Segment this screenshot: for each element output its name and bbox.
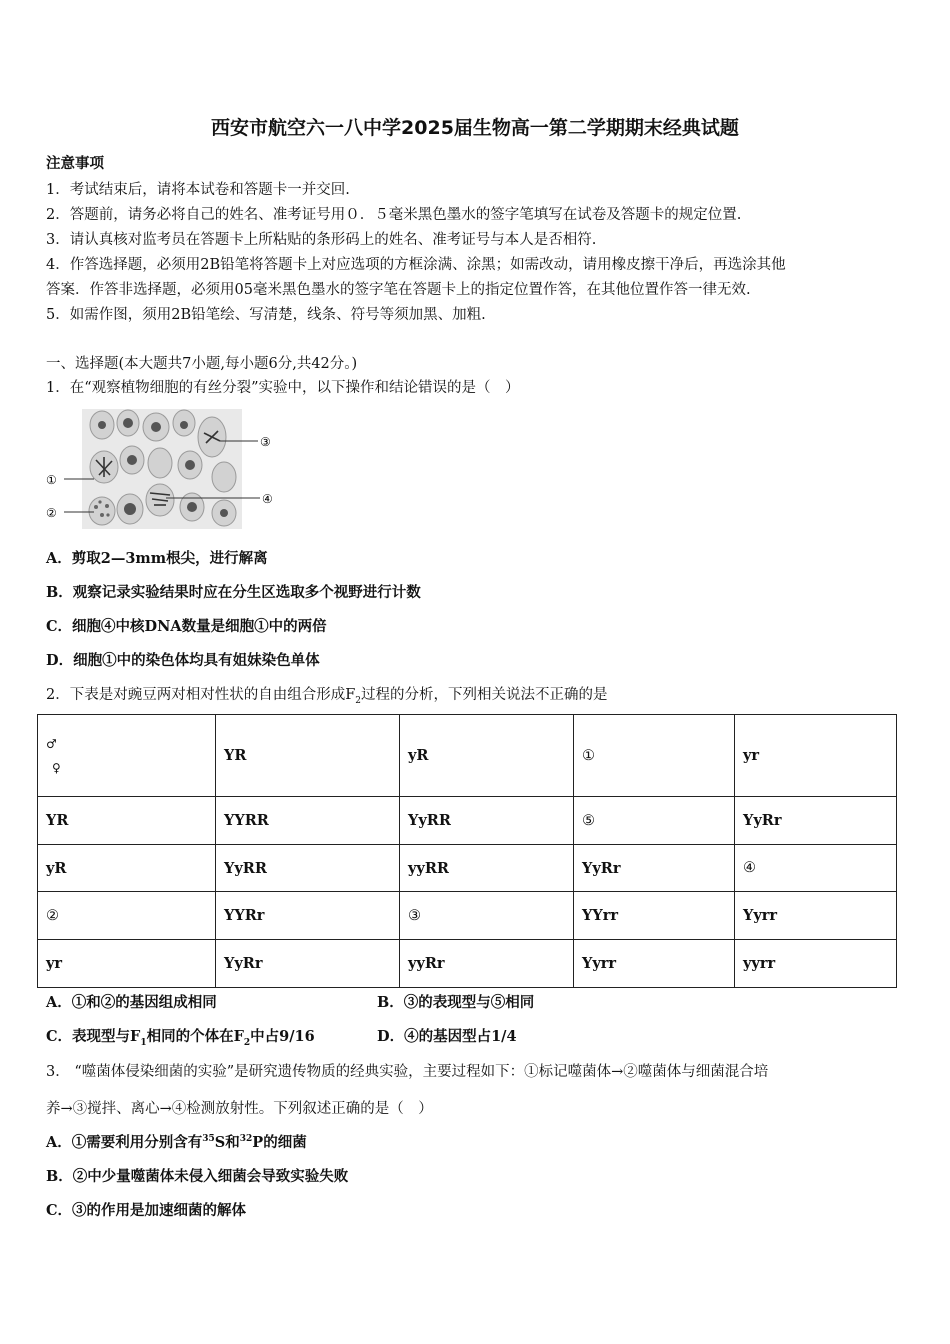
table-row: [38, 797, 897, 845]
table-cell: YYrr: [574, 892, 735, 940]
table-row: [38, 940, 897, 988]
q3-option-a-part: A．①需要利用分别含有: [46, 1134, 203, 1151]
q2-stem: [46, 683, 608, 706]
table-cell: YyRr: [216, 940, 400, 988]
table-cell: ⑤: [574, 797, 735, 845]
table-cell: Yyrr: [735, 892, 897, 940]
mitosis-micrograph: [44, 405, 284, 530]
table-row: [38, 892, 897, 940]
q3-stem-line1: 3． “噬菌体侵染细菌的实验”是研究遗传物质的经典实验，主要过程如下：①标记噬菌体→②噬菌体与细菌混合培: [46, 1064, 769, 1080]
figure-label: ②: [46, 506, 57, 520]
q2-stem-part: 过程的分析，下列相关说法不正确的是: [361, 687, 608, 703]
q2-option-c-part: 中占9/16: [250, 1028, 315, 1045]
table-cell: yr: [38, 940, 216, 988]
table-cell: ②: [38, 892, 216, 940]
q2-option-c-part: C．表现型与F: [46, 1028, 141, 1045]
q3-option-a-superscript: 32: [239, 1134, 253, 1145]
notice-heading: 注意事项: [46, 155, 104, 172]
table-cell: yyrr: [735, 940, 897, 988]
table-row: [38, 715, 897, 797]
figure-label: ①: [46, 473, 57, 487]
q2-option-c: [46, 1025, 315, 1048]
table-header-cell: ①: [574, 715, 735, 797]
q3-option-a-superscript: 35: [202, 1134, 215, 1145]
page-title: 西安市航空六一八中学2025届生物高一第二学期期末经典试题: [211, 117, 739, 139]
table-cell: yyRr: [400, 940, 574, 988]
table-cell: yR: [38, 845, 216, 892]
table-cell: yyRR: [400, 845, 574, 892]
q2-option-b: B．③的表现型与⑤相同: [377, 994, 535, 1011]
notice-item: 2．答题前，请务必将自己的姓名、准考证号用０．５毫米黑色墨水的签字笔填写在试卷及答题卡的规定位置.: [46, 207, 742, 223]
notice-item: 答案．作答非选择题，必须用05毫米黑色墨水的签字笔在答题卡上的指定位置作答，在其他位置作答一律无效.: [46, 282, 751, 298]
q2-option-c-part: 相同的个体在F: [146, 1028, 244, 1045]
section-heading: 一、选择题(本大题共7小题,每小题6分,共42分。): [46, 356, 358, 372]
q3-option-c: C．③的作用是加速细菌的解体: [46, 1202, 247, 1219]
table-cell: YYRR: [216, 797, 400, 845]
table-cell: YyRr: [735, 797, 897, 845]
figure-label: ④: [262, 492, 273, 506]
q3-option-b: B．②中少量噬菌体未侵入细菌会导致实验失败: [46, 1168, 349, 1185]
male-symbol: ♂: [46, 736, 57, 751]
q1-stem: 1．在“观察植物细胞的有丝分裂”实验中，以下操作和结论错误的是（ ）: [46, 380, 520, 396]
punnett-table: [37, 714, 897, 988]
q3-option-a-part: P的细菌: [252, 1134, 307, 1151]
notice-item: 3．请认真核对监考员在答题卡上所粘贴的条形码上的姓名、准考证号与本人是否相符.: [46, 232, 597, 248]
table-cell: YyRR: [216, 845, 400, 892]
q2-stem-subscript: 2: [355, 695, 362, 706]
notice-item: 4．作答选择题，必须用2B铅笔将答题卡上对应选项的方框涂满、涂黑；如需改动，请用橡皮擦干净后，再选涂其他: [46, 257, 786, 273]
table-header-cell: yr: [735, 715, 897, 797]
figure-label: ③: [260, 435, 271, 449]
q2-option-c-subscript: 2: [243, 1037, 251, 1048]
table-cell: YyRr: [574, 845, 735, 892]
q1-option-c: C．细胞④中核DNA数量是细胞①中的两倍: [46, 618, 327, 635]
table-cell: YYRr: [216, 892, 400, 940]
q1-option-a: A．剪取2—3mm根尖，进行解离: [46, 550, 268, 567]
table-header-cell: YR: [216, 715, 400, 797]
table-cell: Yyrr: [574, 940, 735, 988]
notice-item: 1．考试结束后，请将本试卷和答题卡一并交回.: [46, 182, 350, 198]
table-header-corner: [38, 715, 216, 797]
table-cell: YyRR: [400, 797, 574, 845]
q2-option-d: D．④的基因型占1/4: [377, 1028, 517, 1045]
q3-option-a-part: S和: [214, 1134, 240, 1151]
female-symbol: ♀: [52, 760, 61, 775]
q1-option-d: D．细胞①中的染色体均具有姐妹染色单体: [46, 652, 320, 669]
table-cell: ④: [735, 845, 897, 892]
q2-stem-part: 2．下表是对豌豆两对相对性状的自由组合形成F: [46, 687, 356, 703]
q3-stem-line2: 养→③搅拌、离心→④检测放射性。下列叙述正确的是（ ）: [46, 1101, 433, 1117]
table-cell: ③: [400, 892, 574, 940]
table-header-cell: yR: [400, 715, 574, 797]
q3-option-a: [46, 1131, 307, 1152]
q2-option-c-subscript: 1: [140, 1037, 147, 1048]
notice-item: 5．如需作图，须用2B铅笔绘、写清楚，线条、符号等须加黑、加粗.: [46, 307, 486, 323]
table-cell: YR: [38, 797, 216, 845]
q2-option-a: A．①和②的基因组成相同: [46, 994, 217, 1011]
q1-option-b: B．观察记录实验结果时应在分生区选取多个视野进行计数: [46, 584, 421, 601]
table-row: [38, 845, 897, 892]
